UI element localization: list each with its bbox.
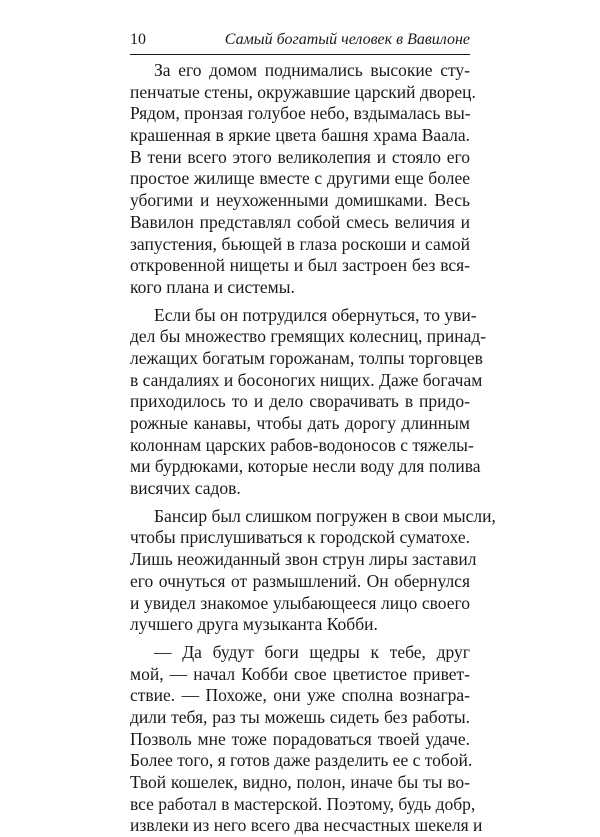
- text-line: в сандалиях и босоногих нищих. Даже богачам: [130, 369, 483, 390]
- page-header: [130, 31, 470, 51]
- text-line: ми бурдюками, которые несли воду для полива: [130, 456, 481, 477]
- paragraph: [130, 60, 476, 299]
- text-line: мой, — начал Кобби свое цветистое привет-: [130, 663, 470, 684]
- text-line: и увидел знакомое улыбающееся лицо своего: [130, 592, 470, 613]
- text-line: откровенной нищеты и был застроен без вся-: [130, 255, 470, 276]
- text-line: За его домом поднимались высокие сту-: [154, 60, 470, 80]
- text-line: все работал в мастерской. Поэтому, будь добр,: [130, 793, 476, 814]
- running-title: Самый богатый человек в Вавилоне: [224, 31, 470, 48]
- text-line: Лишь неожиданный звон струн лиры заставил: [130, 549, 477, 570]
- header-rule: [130, 54, 470, 55]
- body-text: [130, 60, 496, 837]
- text-line: убогими и неухоженными домишками. Весь: [130, 190, 470, 211]
- text-line: рожные канавы, чтобы дать дорогу длинным: [130, 413, 470, 433]
- text-line: Позволь мне тоже порадоваться твоей удаче.: [130, 728, 470, 749]
- text-line: висячих садов.: [130, 478, 241, 499]
- text-line: — Да будут боги щедры к тебе, друг: [154, 641, 470, 662]
- text-line: приходилось то и дело сворачивать в придо-: [130, 391, 470, 412]
- text-line: его очнуться от размышлений. Он обернулся: [130, 570, 470, 591]
- text-line: ствие. — Похоже, они уже сполна вознагра-: [130, 685, 470, 706]
- text-line: лучшего друга музыканта Кобби.: [130, 614, 378, 635]
- text-line: Если бы он потрудился обернуться, то уви-: [154, 304, 477, 325]
- text-line: Твой кошелек, видно, полон, иначе бы ты во-: [130, 772, 470, 792]
- paragraph: [130, 641, 483, 837]
- text-line: Бансир был слишком погружен в свои мысли,: [154, 505, 496, 526]
- text-line: дел бы множество гремящих колесниц, принад-: [130, 326, 487, 347]
- paragraph: [130, 505, 496, 636]
- text-line: дили тебя, раз ты можешь сидеть без работы.: [130, 706, 470, 727]
- text-line: кого плана и системы.: [130, 276, 295, 297]
- text-line: чтобы прислушиваться к городской суматохе.: [130, 527, 470, 548]
- text-line: крашенная в яркие цвета башня храма Ваала.: [130, 125, 470, 146]
- text-line: лежащих богатым горожанам, толпы торговцев: [130, 347, 483, 368]
- text-line: Вавилон представлял собой смесь величия и: [130, 211, 470, 232]
- text-line: Рядом, пронзая голубое небо, вздымалась вы-: [130, 103, 471, 124]
- paragraph: [130, 304, 487, 500]
- text-line: извлеки из него всего два несчастных шекеля и: [130, 815, 483, 836]
- text-line: В тени всего этого великолепия и стояло его: [130, 146, 470, 167]
- text-line: простое жилище вместе с другими еще более: [130, 168, 470, 189]
- text-line: запустения, бьющей в глаза роскоши и самой: [130, 233, 470, 254]
- text-line: Более того, я готов даже разделить ее с тобой.: [130, 750, 473, 771]
- page-number: 10: [130, 31, 146, 48]
- text-line: колоннам царских рабов-водоносов с тяжелы-: [130, 434, 474, 455]
- text-line: пенчатые стены, окружавшие царский дворец.: [130, 81, 476, 102]
